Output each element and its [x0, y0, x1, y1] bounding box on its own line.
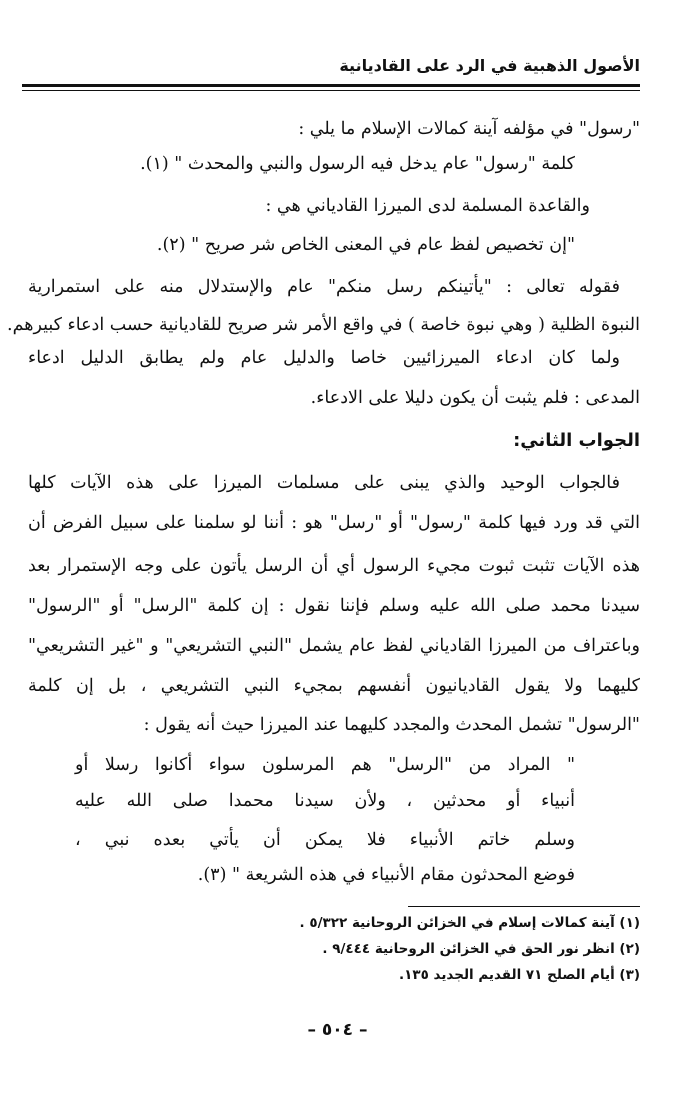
footnote: (٢) انظر نور الحق في الخزائن الروحانية ٩/٤٤٤ .	[322, 941, 640, 957]
page-number: – ٥٠٤ –	[307, 1020, 368, 1040]
body-line: كلمة "رسول" عام يدخل فيه الرسول والنبي والمحدث " (١).	[140, 154, 575, 174]
body-line: المدعى : فلم يثبت أن يكون دليلا على الادعاء.	[310, 388, 640, 408]
body-line: التي قد ورد فيها كلمة "رسول" أو "رسل" هو : أننا لو سلمنا على سبيل الفرض أن	[28, 513, 640, 533]
body-line: وباعتراف من الميرزا القادياني لفظ عام يشمل "النبي التشريعي" و "غير التشريعي"	[28, 636, 640, 656]
body-line: كليهما ولا يقول القاديانيون أنفسهم بمجيء النبي التشريعي ، بل إن كلمة	[28, 676, 640, 696]
section-heading: الجواب الثاني:	[513, 430, 640, 451]
body-line: فقوله تعالى : "يأتينكم رسل منكم" عام والإستدلال منه على استمرارية	[28, 277, 620, 297]
quote-line: وسلم خاتم الأنبياء فلا يمكن أن يأتي بعده نبي ،	[75, 830, 575, 850]
running-header: الأصول الذهبية في الرد على القاديانية	[339, 56, 640, 75]
header-rule-thick	[22, 84, 640, 87]
body-line: والقاعدة المسلمة لدى الميرزا القادياني هي :	[265, 196, 590, 216]
footnote: (٣) أيام الصلح ٧١ القديم الجديد ١٣٥.	[398, 967, 640, 983]
header-rule-thin	[22, 90, 640, 91]
quote-line: فوضع المحدثون مقام الأنبياء في هذه الشريعة " (٣).	[197, 865, 575, 885]
quote-line: أنبياء أو محدثين ، ولأن سيدنا محمدا صلى الله عليه	[75, 791, 575, 811]
footnote-rule	[408, 906, 640, 907]
body-line: ولما كان ادعاء الميرزائيين خاصا والدليل عام ولم يطابق الدليل ادعاء	[28, 348, 620, 368]
footnote: (١) آينة كمالات إسلام في الخزائن الروحانية ٥/٣٢٢ .	[299, 915, 640, 931]
body-line: "الرسول" تشمل المحدث والمجدد كليهما عند الميرزا حيث أنه يقول :	[143, 715, 640, 735]
body-line: "رسول" في مؤلفه آينة كمالات الإسلام ما يلي :	[298, 119, 640, 139]
body-line: النبوة الظلية ( وهي نبوة خاصة ) في واقع الأمر شر صريح للقاديانية حسب ادعاء كبيرهم.	[7, 315, 640, 335]
body-line: هذه الآيات تثبت ثبوت مجيء الرسول أي أن الرسل يأتون على وجه الإستمرار بعد	[28, 556, 640, 576]
body-line: "إن تخصيص لفظ عام في المعنى الخاص شر صريح " (٢).	[156, 235, 575, 255]
body-line: فالجواب الوحيد والذي يبنى على مسلمات الميرزا على هذه الآيات كلها	[28, 473, 620, 493]
quote-line: " المراد من "الرسل" هم المرسلون سواء أكانوا رسلا أو	[75, 755, 575, 775]
body-line: سيدنا محمد صلى الله عليه وسلم فإننا نقول : إن كلمة "الرسل" أو "الرسول"	[28, 596, 640, 616]
